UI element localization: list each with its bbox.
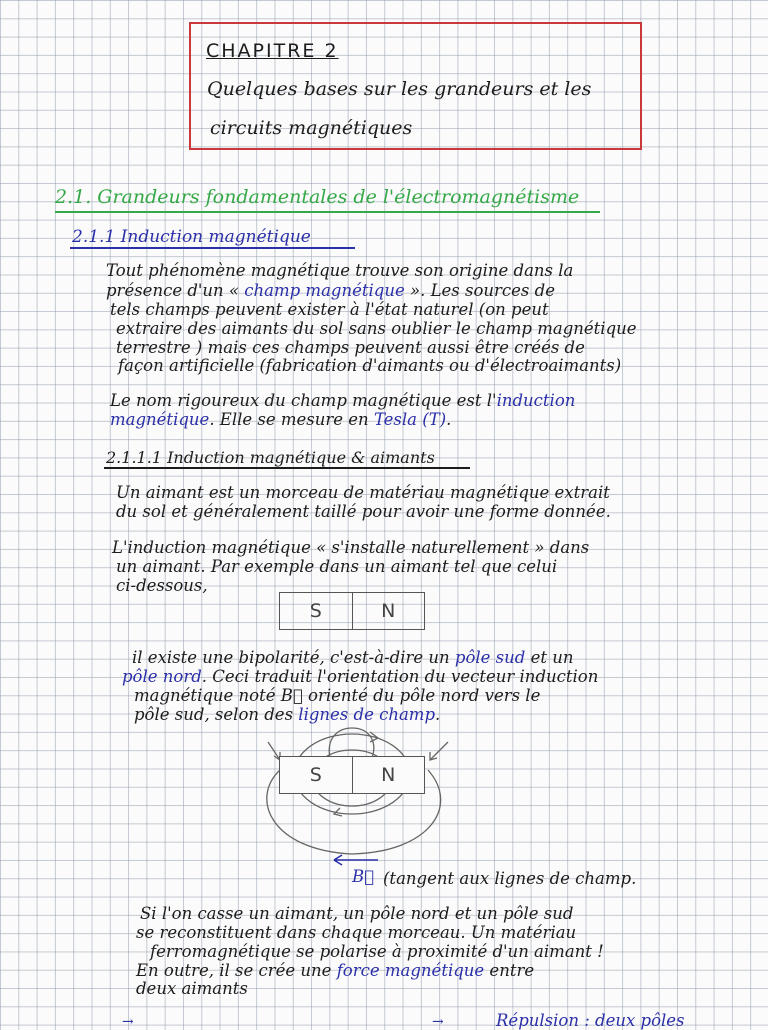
- diagram-caption: (tangent aux lignes de champ.: [383, 869, 637, 888]
- bar-magnet: [279, 592, 425, 630]
- field-line: [329, 728, 374, 758]
- para5-text: pôle sud, selon des: [134, 705, 299, 724]
- footer-fragment: Répulsion : deux pôles: [496, 1011, 685, 1030]
- term-pole-sud: pôle sud: [454, 648, 526, 667]
- subsection-underline: [70, 247, 355, 249]
- para1-line-5: terrestre ) mais ces champs peuvent aussi être créés de: [116, 338, 585, 357]
- para6-line-2: se reconstituent dans chaque morceau. Un matériau: [136, 923, 577, 942]
- subsection-heading: 2.1.1 Induction magnétique: [72, 227, 311, 247]
- term-force-magnetique: force magnétique: [336, 961, 485, 980]
- footer-arrow-left: →: [122, 1014, 134, 1030]
- arrow-head: [334, 808, 342, 816]
- para3-line-2: du sol et généralement taillé pour avoir une forme donnée.: [116, 502, 611, 521]
- para1-line-1: Tout phénomène magnétique trouve son origine dans la: [106, 261, 574, 280]
- bar-magnet-with-field: [279, 756, 425, 794]
- term-lignes-de-champ: lignes de champ: [298, 705, 436, 724]
- term-pole-nord: pôle nord: [122, 667, 202, 686]
- para2-text: Le nom rigoureux du champ magnétique est l': [110, 391, 497, 410]
- para4-line-1: L'induction magnétique « s'installe naturellement » dans: [112, 538, 590, 557]
- para6-line-1: Si l'on casse un aimant, un pôle nord et un pôle sud: [140, 904, 574, 923]
- b-vector-label: B⃗: [352, 867, 375, 886]
- para1-text: ». Les sources de: [404, 281, 555, 300]
- para1-line-3: tels champs peuvent exister à l'état naturel (on peut: [110, 300, 549, 319]
- magnet-north-pole: N: [352, 593, 425, 629]
- para5-line-2: [122, 668, 598, 686]
- chapter-title-line-1: Quelques bases sur les grandeurs et les: [207, 78, 592, 100]
- magnet-south-pole: S: [309, 600, 322, 622]
- para1-line-4: extraire des aimants du sol sans oublier le champ magnétique: [116, 319, 637, 338]
- para6-text: En outre, il se crée une: [136, 961, 337, 980]
- para6-text: entre: [484, 961, 535, 980]
- para4-line-3: ci-dessous,: [116, 576, 208, 595]
- para6-line-4: [136, 962, 534, 980]
- chapter-label: CHAPITRE 2: [206, 40, 339, 62]
- para2-text: .: [446, 410, 452, 429]
- para5-line-3: magnétique noté B⃗ orienté du pôle nord vers le: [134, 686, 541, 705]
- para1-text: présence d'un «: [106, 281, 245, 300]
- para3-line-1: Un aimant est un morceau de matériau magnétique extrait: [116, 483, 610, 502]
- para2-line-2: [110, 411, 451, 429]
- magnet-south-pole: S: [309, 764, 322, 786]
- term-magnetique: magnétique: [110, 410, 210, 429]
- para4-line-2: un aimant. Par exemple dans un aimant tel que celui: [116, 557, 558, 576]
- para1-line-6: façon artificielle (fabrication d'aimants ou d'électroaimants): [118, 356, 622, 375]
- para6-line-5: deux aimants: [136, 979, 248, 998]
- para5-text: .: [435, 705, 441, 724]
- section-heading: 2.1. Grandeurs fondamentales de l'électromagnétisme: [55, 186, 580, 208]
- para5-text: . Ceci traduit l'orientation du vecteur induction: [201, 667, 599, 686]
- para5-text: il existe une bipolarité, c'est-à-dire un: [132, 648, 455, 667]
- term-champ-magnetique: champ magnétique: [244, 281, 405, 300]
- chapter-title-line-2: circuits magnétiques: [210, 117, 413, 139]
- para6-line-3: ferromagnétique se polarise à proximité d'un aimant !: [150, 942, 604, 961]
- para1-line-2: [106, 282, 555, 300]
- term-tesla: Tesla (T): [373, 410, 447, 429]
- para2-line-1: [110, 392, 575, 410]
- b-vector-arrow: [330, 852, 380, 868]
- magnet-north-pole: N: [352, 757, 425, 793]
- term-induction: induction: [496, 391, 576, 410]
- section-underline: [55, 211, 600, 213]
- footer-arrow-right: →: [432, 1014, 444, 1030]
- subsubsection-underline: [104, 467, 470, 469]
- para5-line-1: [132, 649, 573, 667]
- para5-text: et un: [525, 648, 574, 667]
- field-arrow: [430, 742, 448, 760]
- para2-text: . Elle se mesure en: [209, 410, 374, 429]
- subsubsection-heading: 2.1.1.1 Induction magnétique & aimants: [106, 448, 435, 467]
